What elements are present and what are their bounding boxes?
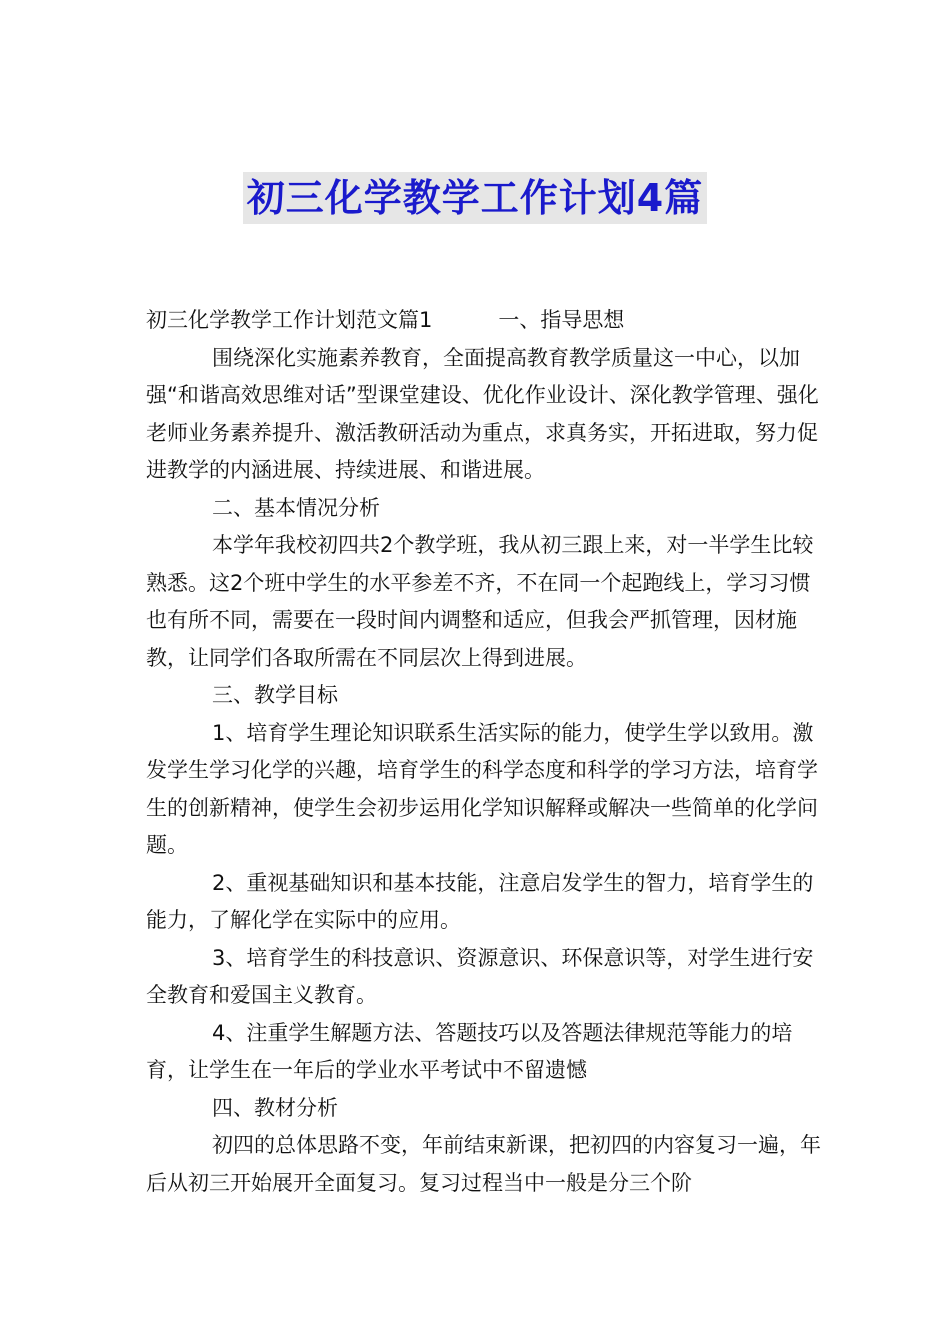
paragraph-situation: 本学年我校初四共2个教学班，我从初三跟上来，对一半学生比较熟悉。这2个班中学生的水平参差不齐，不在同一个起跑线上，学习习惯也有所不同，需要在一段时间内调整和适应，但我会严抓管理，因材施教，让同学们各取所需在不同层次上得到进展。 <box>146 533 814 670</box>
document-body <box>146 302 826 1202</box>
section-heading-3: 三、教学目标 <box>212 683 338 707</box>
document-title: 初三化学教学工作计划4篇 <box>243 172 707 224</box>
document-subtitle: 初三化学教学工作计划范文篇1 <box>146 308 433 332</box>
section-heading-4: 四、教材分析 <box>212 1095 338 1120</box>
paragraph-goal-2: 2、重视基础知识和基本技能，注意启发学生的智力，培育学生的能力，了解化学在实际中的应用。 <box>146 870 814 932</box>
paragraph-goal-4: 4、注重学生解题方法、答题技巧以及答题法律规范等能力的培育，让学生在一年后的学业水平考试中不留遗憾 <box>146 1020 793 1082</box>
section-heading-1: 一、指导思想 <box>498 308 625 332</box>
section-heading-2: 二、基本情况分析 <box>212 495 380 520</box>
paragraph-materials: 初四的总体思路不变，年前结束新课，把初四的内容复习一遍，年后从初三开始展开全面复习。复习过程当中一般是分三个阶 <box>146 1133 821 1195</box>
title-wrap <box>0 172 950 224</box>
paragraph-guiding-thought: 围绕深化实施素养教育，全面提高教育教学质量这一中心，以加强“和谐高效思维对话”型课堂建设、优化作业设计、深化教学管理、强化老师业务素养提升、激活教研活动为重点，求真务实，开拓进取，努力促进教学的内涵进展、持续进展、和谐进展。 <box>146 345 819 482</box>
intro-line <box>146 302 826 340</box>
paragraph-goal-3: 3、培育学生的科技意识、资源意识、环保意识等，对学生进行安全教育和爱国主义教育。 <box>146 945 814 1007</box>
paragraph-goal-1: 1、培育学生理论知识联系生活实际的能力，使学生学以致用。激发学生学习化学的兴趣，培育学生的科学态度和科学的学习方法，培育学生的创新精神，使学生会初步运用化学知识解释或解决一些简单的化学问题。 <box>146 720 818 857</box>
